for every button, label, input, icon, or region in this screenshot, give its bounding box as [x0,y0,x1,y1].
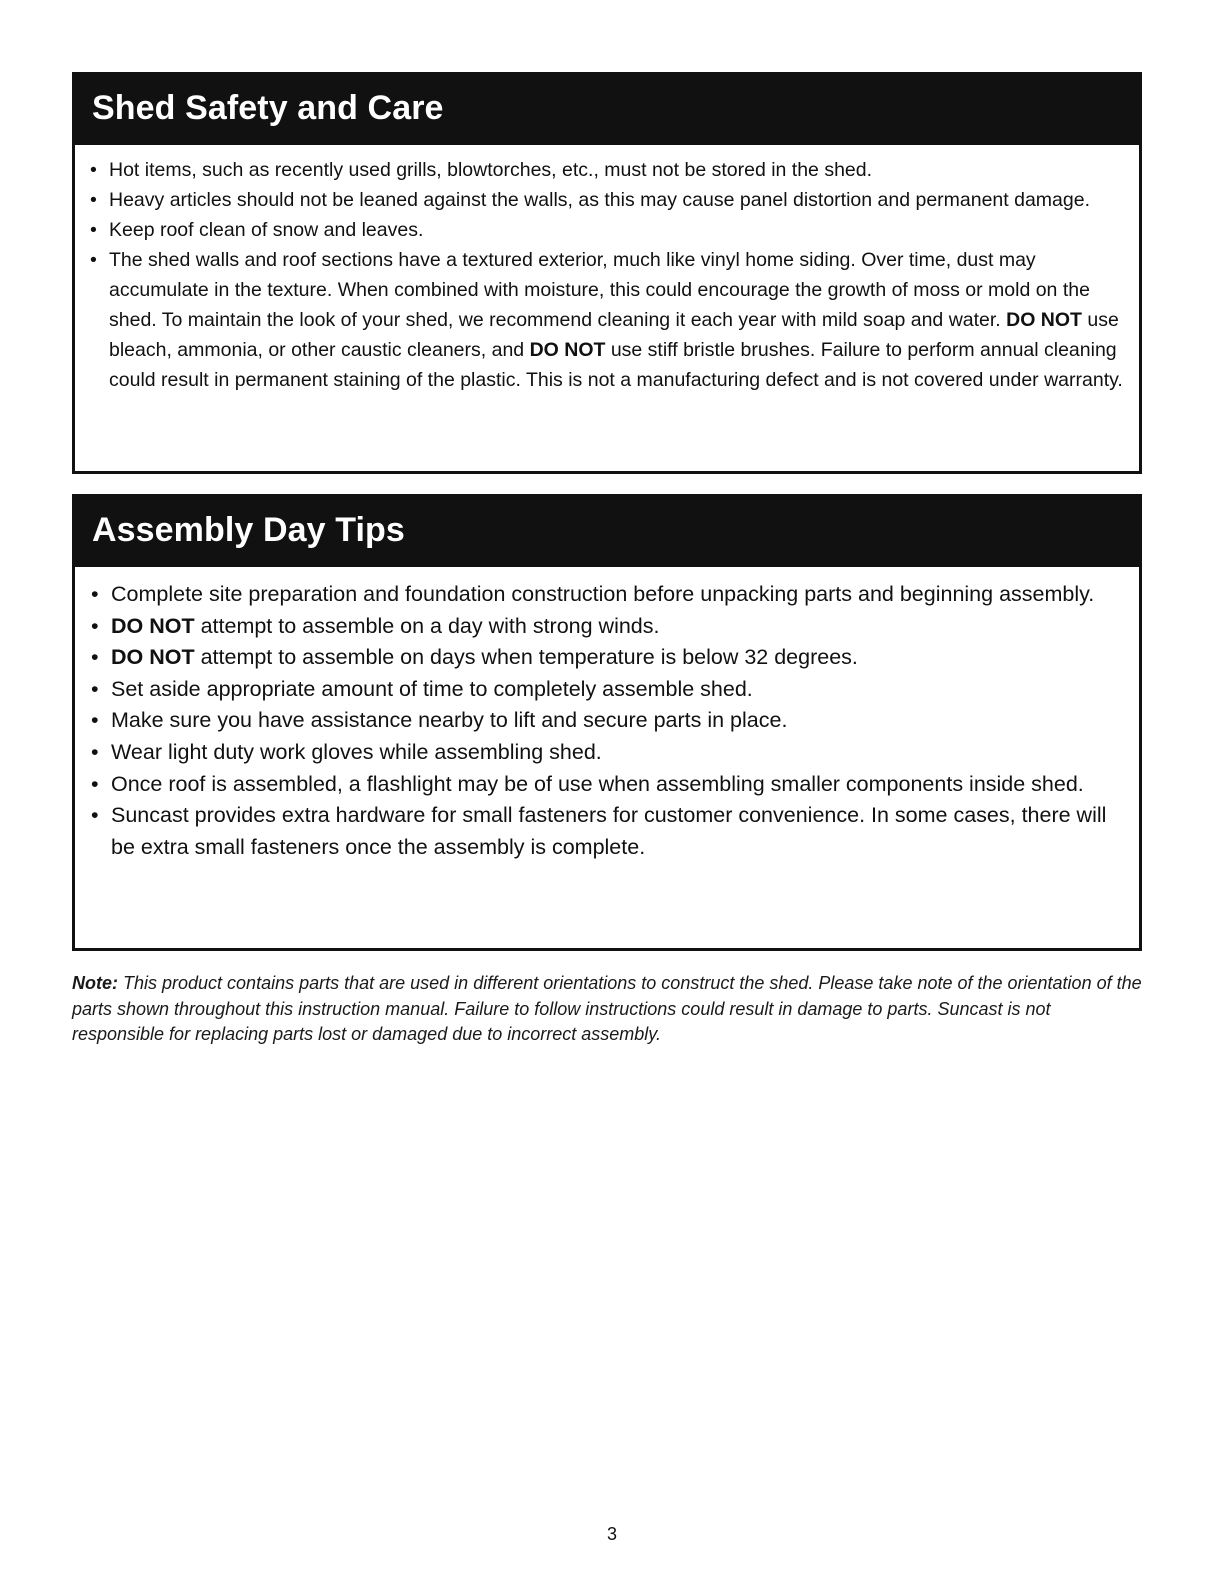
do-not-emphasis: DO NOT [111,613,195,638]
note-label: Note: [72,973,118,993]
tip-text: attempt to assemble on days when temperature is below 32 degrees. [194,645,858,670]
cleaning-mid-text: use bleach, ammonia, or other caustic cleaners, and [109,309,1119,361]
assembly-tips-heading: Assembly Day Tips [75,497,1139,567]
do-not-emphasis: DO NOT [529,339,606,361]
list-item [75,245,1139,395]
assembly-note [72,971,1142,1048]
list-item: • Wear light duty work gloves while assembling shed. [75,737,1139,769]
page-number: 3 [606,1524,617,1544]
list-item [75,611,1139,643]
do-not-emphasis: DO NOT [1006,309,1082,331]
list-item: • Complete site preparation and foundation construction before unpacking parts and beginning assembly. [75,579,1139,611]
list-item: • Keep roof clean of snow and leaves. [75,215,1139,245]
list-item: • Once roof is assembled, a flashlight may be of use when assembling smaller components inside shed. [75,769,1139,801]
do-not-emphasis: DO NOT [111,645,195,670]
list-item: • Make sure you have assistance nearby to lift and secure parts in place. [75,705,1139,737]
cleaning-end-text: use stiff bristle brushes. Failure to perform annual cleaning could result in permanent staining of the plastic. This is not a manufacturing defect and is not covered under warranty. [109,339,1123,391]
list-item: • Set aside appropriate amount of time to completely assemble shed. [75,674,1139,706]
note-text: This product contains parts that are used in different orientations to construct the shed. Please take note of the orientation of the parts shown throughout this instruction manual. Failure to follow instructions could result in damage to parts. Suncast is not responsible for replacing parts lost or damaged due to incorrect assembly. [72,973,1142,1044]
assembly-tips-list [75,567,1139,863]
cleaning-intro-text: The shed walls and roof sections have a textured exterior, much like vinyl home siding. Over time, dust may accumulate in the texture. When combined with moisture, this could encourage the growth of moss or mold on the shed. To maintain the look of your shed, we recommend cleaning it each year with mild soap and water. [109,249,1090,331]
list-item [75,642,1139,674]
assembly-tips-section [72,494,1142,951]
shed-safety-heading: Shed Safety and Care [75,75,1139,145]
list-item: • Hot items, such as recently used grills, blowtorches, etc., must not be stored in the shed. [75,155,1139,185]
list-item: • Heavy articles should not be leaned against the walls, as this may cause panel distortion and permanent damage. [75,185,1139,215]
list-item: • Suncast provides extra hardware for small fasteners for customer convenience. In some cases, there will be extra small fasteners once the assembly is complete. [75,800,1139,863]
shed-safety-list [75,145,1139,395]
tip-text: attempt to assemble on a day with strong winds. [194,613,660,638]
shed-safety-section [72,72,1142,474]
